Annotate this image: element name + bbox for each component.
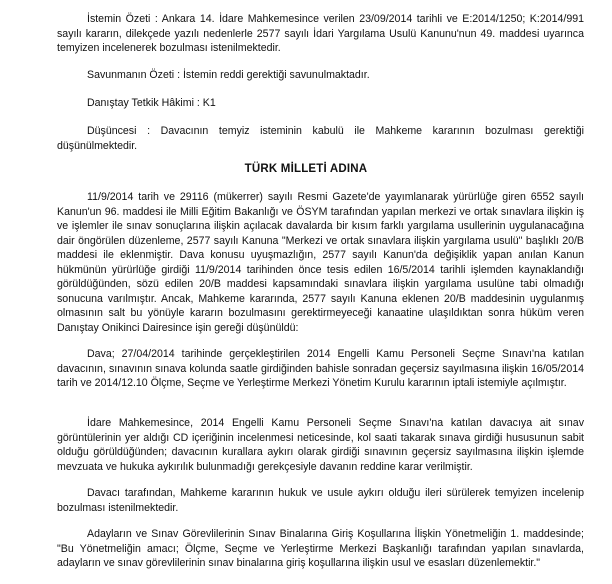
body-paragraph-1: 11/9/2014 tarih ve 29116 (mükerrer) sayılı Resmi Gazete'de yayımlanarak yürürlüğe giren 6552 sayılı Kanun'un 96. maddesi ile Milli Eğitim Bakanlığı ve ÖSYM tarafından yapılan merkezi ve ortak sınavlara ilişkin iş ve işlemler ile sınav sonuçlarına ilişkin açılacak davalarda bir kısım farklı yargılama usullerinin uygulanacağına dair öngörülen düzenleme, 2577 sayılı Kanuna "Merkezi ve ortak sınavlara ilişkin yargılama usulü" başlıklı 20/B maddesi ile eklenmiştir. Dava konusu uyuşmazlığın, 2577 sayılı Kanun'da değişiklik yapan anılan Kanun hükmünün yürürlüğe girdiği 11/9/2014 tarihinden önce tesis edilen 16/5/2014 tarihli işlemden kaynaklandığı görüldüğünden, sözü edilen 20/B maddesi kapsamındaki sınavlara ilişkin yargılama usulüne tabi olmadığı sonucuna varılmıştır. Ancak, Mahkeme kararında, 2577 sayılı Kanuna eklenen 20/B maddesinin uygulanmış olmasının salt bu yönüyle kararın bozulmasını gerektirmeyeceği kanaatine ulaşıldıktan sonra hüküm veren Danıştay Onikinci Dairesince işin gereği düşünüldü: <box>57 191 584 334</box>
savunmanin-ozeti-paragraph: Savunmanın Özeti : İstemin reddi gerektiği savunulmaktadır. <box>87 69 370 81</box>
istemin-ozeti-paragraph: İstemin Özeti : Ankara 14. İdare Mahkemesince verilen 23/09/2014 tarihli ve E:2014/1250; K:2014/991 sayılı kararın, dilekçede yazılı nedenlerle 2577 sayılı İdari Yargılama Usulü Kanunu'nun 49. maddesi uyarınca temyizen incelenerek bozulması istenilmektedir. <box>57 13 584 54</box>
body-paragraph-3: İdare Mahkemesince, 2014 Engelli Kamu Personeli Seçme Sınavı'na katılan davacıya ait sınav görüntülerinin yer aldığı CD içeriğinin incelenmesi neticesinde, kol saati takarak sınava girdiği hususunun sabit olduğu görüldüğünden; davacının kurallara aykırı olarak girdiği sınavının geçersiz sayılmasına ilişkin işlemde mevzuata ve hukuka aykırılık bulunmadığı gerekçesiyle davanın reddine karar verilmiştir. <box>57 417 584 473</box>
dusuncesi-paragraph: Düşüncesi : Davacının temyiz isteminin kabulü ile Mahkeme kararının bozulması gerektiği düşünülmektedir. <box>57 125 584 152</box>
section-heading: TÜRK MİLLETİ ADINA <box>244 163 368 175</box>
body-paragraph-5: Adayların ve Sınav Görevlilerinin Sınav Binalarına Giriş Koşullarına İlişkin Yönetmeliğin 1. maddesinde; "Bu Yönetmeliğin amacı; Ölçme, Seçme ve Yerleştirme Merkezi Başkanlığı tarafından yapılan sınavlarda, adayların ve sınav görevlilerinin sınav binalarına giriş koşullarına ilişkin usul ve esasları düzenlemektir." <box>57 528 584 569</box>
tetkik-hakimi-line: Danıştay Tetkik Hâkimi : K1 <box>87 97 216 109</box>
body-paragraph-4: Davacı tarafından, Mahkeme kararının hukuk ve usule aykırı olduğu ileri sürülerek temyizen incelenip bozulması istenilmektedir. <box>57 487 584 514</box>
body-paragraph-2: Dava; 27/04/2014 tarihinde gerçekleştirilen 2014 Engelli Kamu Personeli Seçme Sınavı'na katılan davacının, sınavının sınava kolunda saatle girdiğinden bahisle sonradan geçersiz sayılmasına ilişkin 16/05/2014 tarih ve 2014/12.10 Ölçme, Seçme ve Yerleştirme Merkezi Yönetim Kurulu kararının iptali istemiyle açılmıştır. <box>57 348 584 389</box>
